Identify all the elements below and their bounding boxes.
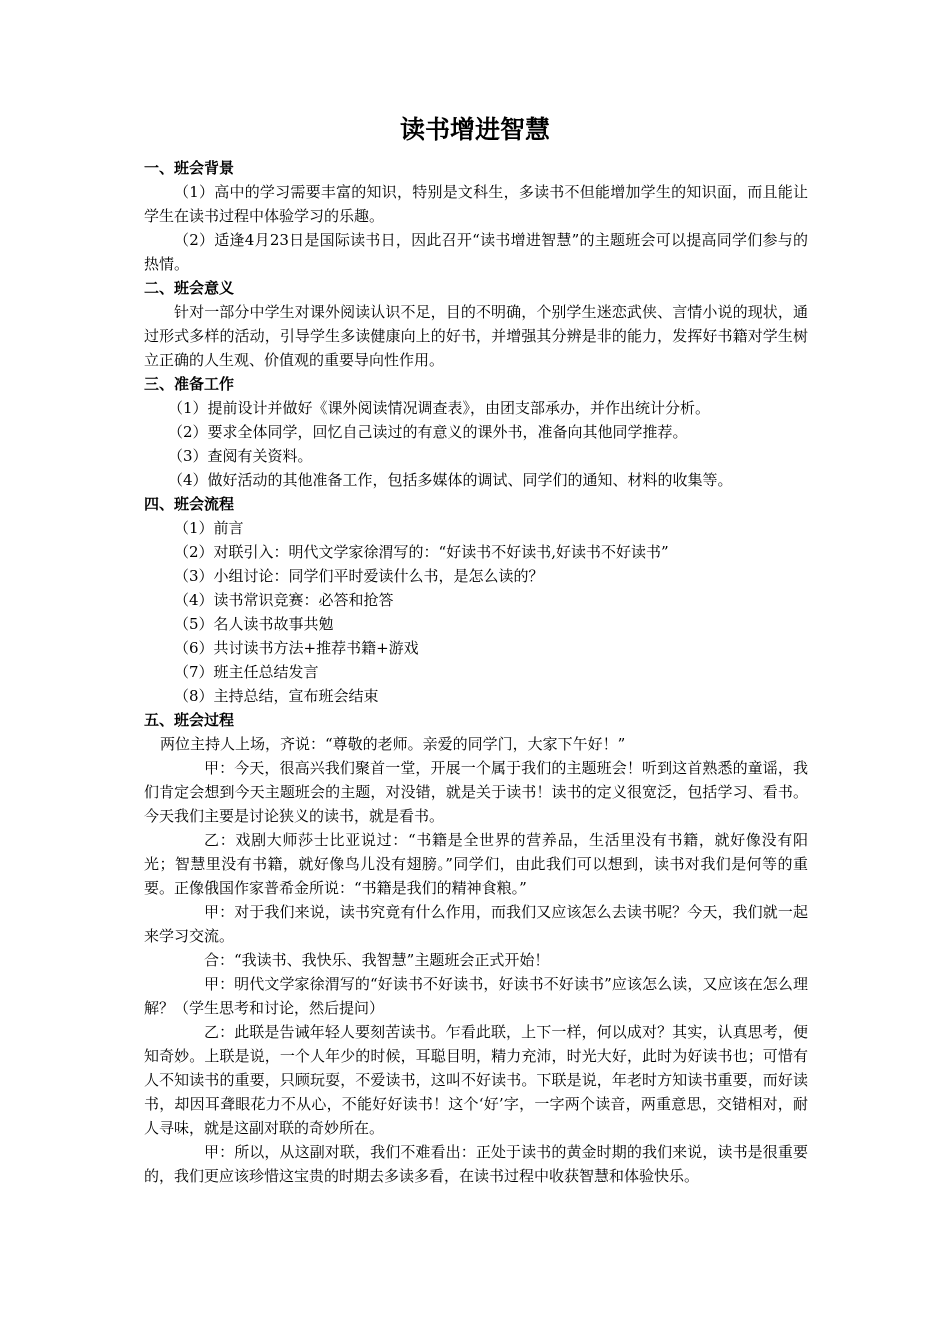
document-title: 读书增进智慧 — [399, 115, 550, 144]
section-heading-background: 一、班会背景 — [144, 159, 235, 177]
list-item: （2）对联引入：明代文学家徐渭写的：“好读书不好读书,好读书不好读书” — [174, 543, 669, 561]
section-heading-preparation: 三、准备工作 — [144, 375, 235, 393]
list-item: （1）提前设计并做好《课外阅读情况调查表》，由团支部承办，并作出统计分析。 — [168, 399, 711, 417]
dialogue-paragraph: 甲：今天，很高兴我们聚首一堂，开展一个属于我们的主题班会！听到这首熟悉的童谣，我们肯定会想到今天主题班会的主题，对没错，就是关于读书！读书的定义很宽泛，包括学习、看书。今天我们主要是讨论狭义的读书，就是看书。 — [144, 759, 808, 825]
list-item: （7）班主任总结发言 — [174, 663, 319, 681]
list-item: （5）名人读书故事共勉 — [174, 615, 334, 633]
list-item: （4）做好活动的其他准备工作，包括多媒体的调试、同学们的通知、材料的收集等。 — [168, 471, 733, 489]
list-item: （1）前言 — [174, 519, 244, 537]
paragraph: 针对一部分中学生对课外阅读认识不足，目的不明确，个别学生迷恋武侠、言情小说的现状，通过形式多样的活动，引导学生多读健康向上的好书，并增强其分辨是非的能力，发挥好书籍对学生树立正确的人生观、价值观的重要导向性作用。 — [144, 303, 808, 369]
dialogue-paragraph: 甲：明代文学家徐渭写的“好读书不好读书，好读书不好读书”应该怎么读，又应该在怎么理解？（学生思考和讨论，然后提问） — [144, 975, 808, 1017]
section-heading-process: 五、班会过程 — [144, 711, 235, 729]
section-heading-flow: 四、班会流程 — [144, 495, 235, 513]
list-item: （4）读书常识竞赛：必答和抢答 — [174, 591, 394, 609]
dialogue-paragraph: 甲：所以，从这副对联，我们不难看出：正处于读书的黄金时期的我们来说，读书是很重要的，我们更应该珍惜这宝贵的时期去多读多看，在读书过程中收获智慧和体验快乐。 — [144, 1143, 808, 1185]
dialogue-paragraph: 合：“我读书、我快乐、我智慧”主题班会正式开始！ — [204, 951, 550, 969]
paragraph: （1）高中的学习需要丰富的知识，特别是文科生，多读书不但能增加学生的知识面，而且能让学生在读书过程中体验学习的乐趣。 — [144, 183, 808, 225]
dialogue-paragraph: 乙：此联是告诫年轻人要刻苦读书。乍看此联，上下一样，何以成对？其实，认真思考，便知奇妙。上联是说，一个人年少的时候，耳聪目明，精力充沛，时光大好，此时为好读书也；可惜有人不知读书的重要，只顾玩耍，不爱读书，这叫不好读书。下联是说，年老时方知读书重要，而好读书，却因耳聋眼花力不从心，不能好好读书！这个‘好’字，一字两个读音，两重意思，交错相对，耐人寻味，就是这副对联的奇妙所在。 — [144, 1023, 808, 1137]
list-item: （8）主持总结，宣布班会结束 — [174, 687, 379, 705]
dialogue-paragraph: 乙：戏剧大师莎士比亚说过：“书籍是全世界的营养品，生活里没有书籍，就好像没有阳光；智慧里没有书籍，就好像鸟儿没有翅膀。”同学们，由此我们可以想到，读书对我们是何等的重要。正像俄国作家普希金所说：“书籍是我们的精神食粮。” — [144, 831, 808, 897]
list-item: （3）查阅有关资料。 — [168, 447, 313, 465]
list-item: （6）共讨读书方法+推荐书籍+游戏 — [174, 639, 419, 657]
list-item: （2）要求全体同学，回忆自己读过的有意义的课外书，准备向其他同学推荐。 — [168, 423, 688, 441]
dialogue-intro: 两位主持人上场，齐说：“尊敬的老师。亲爱的同学门，大家下午好！” — [160, 735, 626, 753]
dialogue-paragraph: 甲：对于我们来说，读书究竟有什么作用，而我们又应该怎么去读书呢？今天，我们就一起来学习交流。 — [144, 903, 808, 945]
document-body — [144, 156, 808, 1212]
paragraph: （2）适逢4月23日是国际读书日，因此召开“读书增进智慧”的主题班会可以提高同学们参与的热情。 — [144, 231, 808, 273]
list-item: （3）小组讨论：同学们平时爱读什么书，是怎么读的？ — [174, 567, 544, 585]
section-heading-significance: 二、班会意义 — [144, 279, 235, 297]
